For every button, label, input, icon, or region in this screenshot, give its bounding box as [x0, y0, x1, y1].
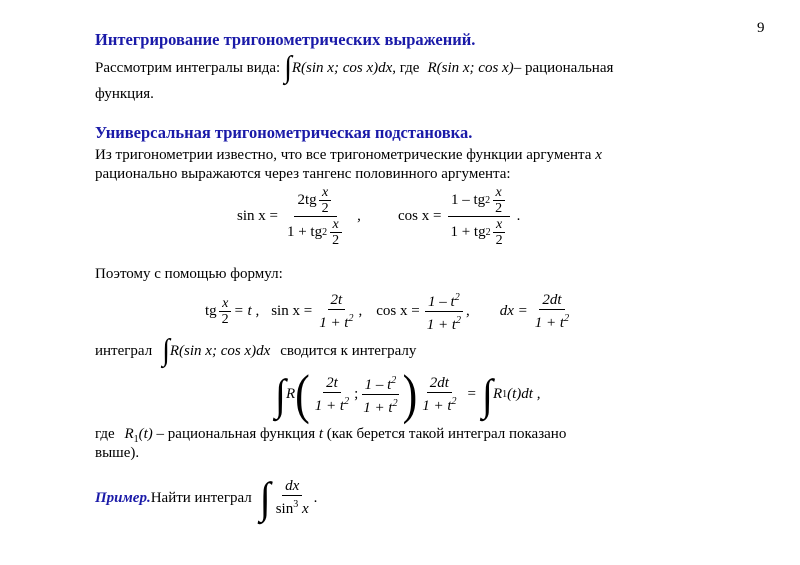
section-para-1	[95, 145, 602, 165]
sin-t-den	[316, 310, 356, 332]
hx-num: x	[219, 296, 231, 312]
where-tail: (t)	[138, 426, 153, 442]
den-text: 1 + t	[314, 397, 345, 414]
dx-num: 2dt	[539, 292, 564, 310]
ex-num: dx	[282, 478, 302, 496]
reduced-integral	[275, 363, 541, 425]
sq: 2	[392, 398, 398, 409]
den-text: 1 + t	[363, 400, 393, 416]
sq: 2	[322, 227, 328, 238]
where-text1: – рациональная функция	[152, 426, 319, 442]
semicolon: ;	[354, 386, 359, 402]
ex-sin: sin	[275, 501, 294, 517]
num-text: 1 – t	[364, 377, 392, 393]
cos-t-num	[425, 289, 463, 312]
hx-den: 2	[495, 201, 503, 216]
f2-num	[362, 372, 400, 395]
substitution-formulas	[205, 289, 574, 334]
sq: 2	[485, 195, 491, 206]
dx-lhs: dx =	[499, 303, 528, 319]
sin-formula	[237, 185, 361, 248]
sq: 2	[456, 315, 461, 326]
f3-num: 2dt	[427, 375, 452, 393]
sq: 2	[564, 312, 570, 324]
cos-formula	[398, 185, 520, 248]
cos-numerator	[448, 185, 510, 217]
where-lead: где	[95, 426, 115, 442]
sin-lhs: sin x =	[271, 303, 313, 319]
cos-den-text: 1 + tg	[450, 224, 486, 240]
where-var: t	[318, 426, 324, 442]
cos-lhs: cos x =	[398, 208, 442, 224]
section-heading: Универсальная тригонометрическая подстановка.	[95, 123, 473, 142]
half-x	[219, 296, 232, 327]
integral-tail: сводится к интегралу	[280, 343, 417, 359]
f1-num: 2t	[323, 375, 341, 393]
integral-sign: ∫	[275, 369, 286, 419]
sq: 2	[454, 292, 460, 303]
example-label: Пример.	[95, 490, 151, 506]
therefore-text: Поэтому с помощью формул:	[95, 266, 283, 282]
page-number: 9	[757, 20, 765, 36]
section-para-2: рационально выражаются через тангенс половинного аргумента:	[95, 166, 511, 182]
equals: =	[467, 386, 476, 402]
R-func: R	[285, 386, 296, 402]
cos-lhs: cos x =	[376, 303, 420, 319]
f1-den	[312, 393, 352, 415]
where-text2: (как берется такой интеграл показано	[323, 426, 567, 442]
R1-sub: 1	[502, 389, 508, 400]
where-func: R	[124, 426, 134, 442]
frac-1	[312, 375, 352, 415]
integral-sign: ∫	[481, 369, 493, 419]
hx-den: 2	[332, 233, 340, 248]
sq: 2	[348, 312, 354, 324]
where-sub: 1	[133, 434, 139, 445]
right-paren: )	[402, 363, 418, 425]
dx-den	[532, 310, 572, 332]
intro-lead: Рассмотрим интегралы вида:	[95, 60, 281, 76]
ex-x: x	[301, 501, 309, 517]
sin-denominator	[284, 217, 347, 248]
sin-numerator	[294, 185, 336, 217]
where-line	[95, 424, 566, 450]
den-text: 1 + t	[426, 317, 456, 333]
num-text: 1 – t	[428, 294, 455, 310]
intro-where: , где	[392, 60, 420, 76]
sq: 2	[451, 395, 457, 407]
integral-sign: ∫	[259, 472, 271, 523]
half-x	[493, 217, 506, 248]
para-text: Из тригонометрии известно, что все тригонометрические функции аргумента	[95, 147, 596, 163]
integral-line	[95, 333, 417, 368]
den-text: 1 + t	[319, 314, 349, 331]
sin-lhs: sin x =	[237, 208, 278, 224]
left-paren: (	[295, 363, 310, 425]
intro-line	[95, 50, 614, 85]
den-text: 1 + t	[422, 397, 452, 414]
hx-den: 2	[321, 201, 329, 216]
example-text: Найти интеграл	[150, 490, 252, 506]
period: .	[516, 208, 521, 224]
sq: 2	[391, 375, 397, 386]
half-x	[329, 217, 342, 248]
hx-den: 2	[495, 233, 503, 248]
intro-integrand: R(sin x; cos x)dx	[291, 60, 393, 76]
den-text: 1 + t	[534, 314, 565, 331]
sep: ,	[358, 303, 363, 319]
integral-sign: ∫	[162, 333, 170, 368]
intro-tail: – рациональная	[513, 60, 614, 76]
intro-func: R(sin x; cos x)	[427, 60, 514, 76]
hx-num: x	[330, 217, 342, 233]
cos-fraction	[447, 185, 510, 248]
sq: 2	[485, 227, 491, 238]
hx-den: 2	[221, 312, 229, 327]
example-fraction	[273, 478, 312, 518]
para-var: x	[595, 147, 602, 163]
page-title: Интегрирование тригонометрических выражений.	[95, 30, 476, 49]
sep: ,	[466, 303, 470, 319]
ex-den	[273, 496, 312, 518]
cos-t-den	[424, 312, 464, 334]
integral-integrand: R(sin x; cos x)dx	[169, 343, 271, 359]
tg-rhs: = t ,	[233, 303, 260, 319]
ex-pow: 3	[293, 499, 299, 510]
where-line2: выше).	[95, 445, 140, 461]
cos-t-fraction	[424, 289, 464, 334]
cos-denominator	[447, 217, 510, 248]
frac-2	[360, 372, 400, 417]
sin-t-fraction	[316, 292, 356, 332]
sq: 2	[344, 395, 350, 407]
integral-lead: интеграл	[95, 343, 153, 359]
period: .	[313, 490, 318, 506]
integral-sign: ∫	[284, 50, 292, 85]
sin-fraction	[284, 185, 347, 248]
half-x	[319, 185, 332, 216]
intro-line2: функция.	[95, 86, 154, 102]
f2-den	[360, 395, 400, 417]
R1-tail: (t)dt ,	[507, 386, 541, 402]
R1-func: R	[492, 386, 503, 402]
dx-fraction	[532, 292, 572, 332]
cos-num-text: 1 – tg	[450, 192, 486, 208]
example-line	[95, 472, 318, 523]
f3-den	[419, 393, 459, 415]
frac-3	[419, 375, 459, 415]
sin-num-text: 2tg	[297, 192, 317, 208]
tg-lhs: tg	[205, 303, 217, 319]
half-x	[492, 185, 505, 216]
hx-num: x	[493, 185, 505, 201]
sin-t-num: 2t	[328, 292, 346, 310]
sin-den-text: 1 + tg	[286, 224, 323, 240]
comma: ,	[357, 208, 361, 224]
hx-num: x	[493, 217, 505, 233]
hx-num: x	[319, 185, 331, 201]
